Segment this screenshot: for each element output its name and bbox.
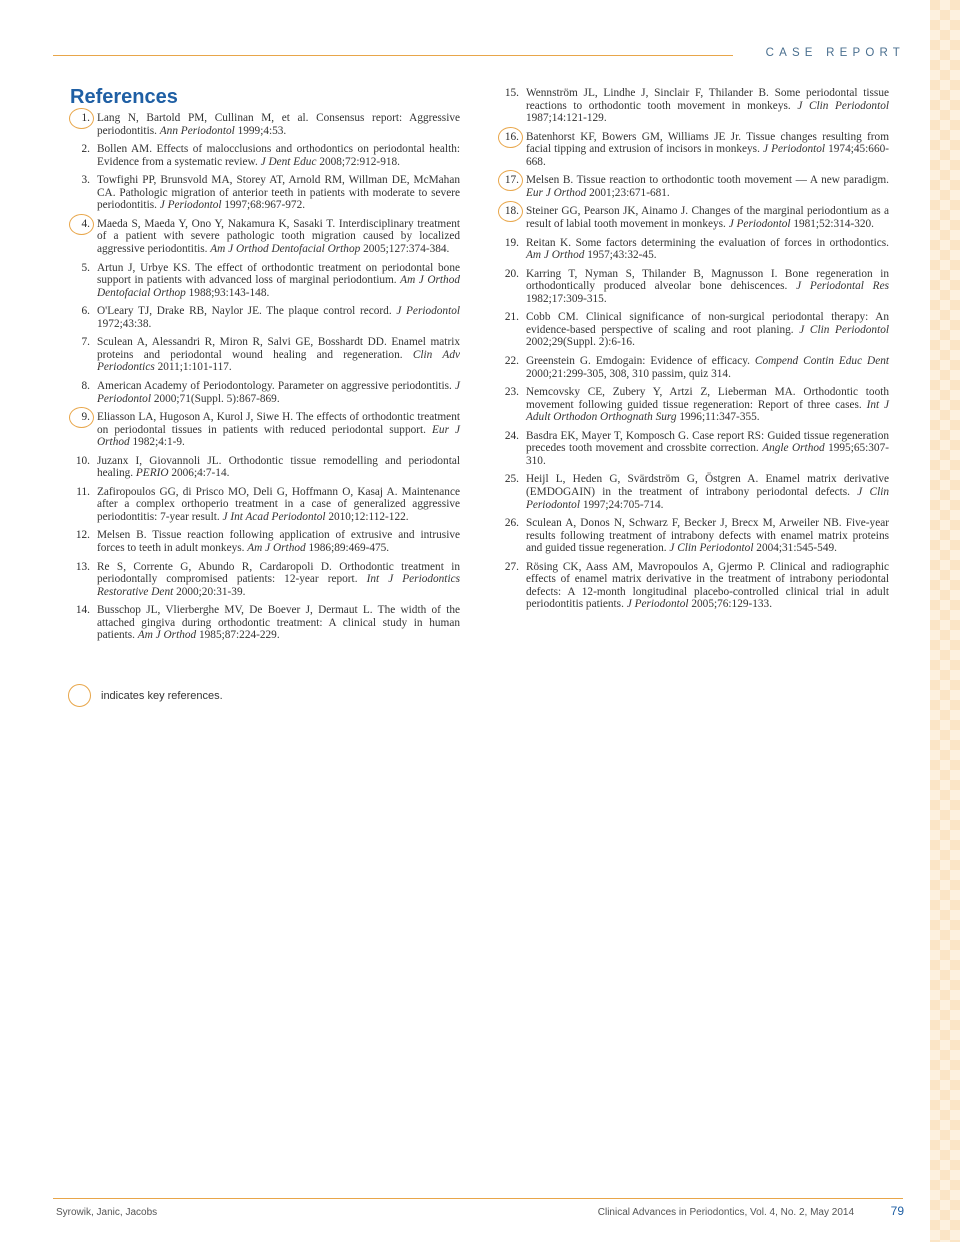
reference-text: [97, 529, 460, 554]
reference-details: 2005;127:374-384.: [363, 243, 450, 256]
reference-details: 1997;68:967-972.: [224, 199, 306, 212]
reference-details: 1999;4:53.: [237, 124, 287, 137]
reference-journal: Clin Adv Periodontics: [97, 348, 460, 374]
reference-journal: Am J Orthod Dentofacial Orthop: [210, 243, 361, 256]
reference-text: [526, 355, 889, 380]
reference-details: 1987;14:121-129.: [526, 112, 607, 125]
footer-journal: Clinical Advances in Periodontics, Vol. 4, No. 2, May 2014: [597, 1207, 854, 1218]
reference-item: [497, 87, 889, 125]
reference-text: [97, 380, 460, 405]
reference-number: 25.: [504, 473, 519, 486]
reference-details: 2005;76:129-133.: [691, 598, 773, 611]
reference-text: [526, 237, 889, 262]
reference-item: [68, 218, 460, 256]
reference-item: [497, 205, 889, 230]
reference-text: [526, 473, 889, 511]
reference-journal: J Clin Periodontol: [669, 542, 754, 555]
reference-text: [97, 305, 460, 330]
reference-text: [526, 430, 889, 468]
reference-authors-title: Karring T, Nyman S, Thilander B, Magnusson I. Bone regeneration in orthodontically produced alveolar bone dehiscences.: [526, 267, 889, 293]
reference-authors-title: Reitan K. Some factors determining the evaluation of forces in orthodontics.: [526, 236, 889, 249]
reference-details: 2006;4:7-14.: [171, 467, 230, 480]
reference-number: 22.: [504, 354, 519, 367]
reference-item: [497, 237, 889, 262]
reference-journal: J Periodontol: [728, 218, 791, 231]
reference-authors-title: Melsen B. Tissue reaction following application of extrusive and intrusive forces to teeth in adult monkeys.: [97, 529, 460, 555]
reference-number: 20.: [504, 267, 519, 280]
reference-number: 23.: [504, 386, 519, 398]
reference-number: 13.: [75, 560, 90, 573]
reference-details: 2000;21:299-305, 308, 310 passim, quiz 314.: [526, 367, 731, 380]
reference-authors-title: Eliasson LA, Hugoson A, Kurol J, Siwe H. The effects of orthodontic treatment on periodontal tissues in patients with reduced periodontal support.: [97, 411, 460, 436]
reference-details: 2000;71(Suppl. 5):867-869.: [153, 392, 280, 405]
reference-journal: J Clin Periodontol: [797, 99, 889, 112]
reference-authors-title: Greenstein G. Emdogain: Evidence of efficacy.: [526, 354, 750, 367]
reference-text: [97, 604, 460, 642]
reference-number: 15.: [504, 87, 519, 99]
reference-authors-title: Nemcovsky CE, Zubery Y, Artzi Z, Lieberman MA. Orthodontic tooth movement following guided tissue regeneration: Report of three cases.: [526, 386, 889, 411]
reference-item: [68, 561, 460, 599]
reference-number: 21.: [504, 311, 519, 324]
reference-number: 19.: [504, 236, 519, 249]
reference-number: 8.: [81, 379, 90, 392]
key-reference-number: 4.: [68, 218, 97, 231]
reference-number: 12.: [75, 529, 90, 542]
reference-item: [497, 430, 889, 468]
reference-text: [97, 455, 460, 480]
reference-item: [497, 131, 889, 169]
reference-item: [497, 311, 889, 349]
key-reference-number: 18.: [497, 205, 526, 218]
reference-number: 5.: [81, 261, 90, 274]
reference-journal: J Periodontol: [396, 305, 461, 318]
reference-authors-title: Lang N, Bartold PM, Cullinan M, et al. Consensus report: Aggressive periodontitis.: [97, 112, 460, 137]
reference-details: 2010;12:112-122.: [328, 510, 409, 523]
reference-text: [97, 174, 460, 212]
reference-text: [97, 486, 460, 524]
key-reference-number: 9.: [68, 411, 97, 424]
reference-item: [497, 517, 889, 555]
reference-item: [497, 561, 889, 611]
reference-authors-title: Towfighi PP, Brunsvold MA, Storey AT, Arnold RM, Willman DE, McMahan CA. Pathologic migration of anterior teeth in patients with moderate to severe periodontitis.: [97, 174, 460, 212]
reference-item: [68, 305, 460, 330]
reference-details: 1981;52:314-320.: [793, 218, 874, 231]
reference-item: [68, 455, 460, 480]
reference-item: [68, 529, 460, 554]
reference-details: 2000;20:31-39.: [176, 585, 246, 598]
reference-number: 2.: [81, 143, 90, 156]
reference-authors-title: Sculean A, Donos N, Schwarz F, Becker J, Brecx M, Arweiler NB. Five-year results following treatment of intrabony defects with enamel matrix proteins and guided tissue regeneration.: [526, 517, 889, 555]
reference-item: [68, 262, 460, 300]
reference-details: 2002;29(Suppl. 2):6-16.: [526, 336, 635, 349]
reference-authors-title: Wennström JL, Lindhe J, Sinclair F, Thilander B. Some periodontal tissue reactions to orthodontic tooth movement in monkeys.: [526, 87, 889, 112]
reference-journal: J Periodontol: [159, 199, 222, 212]
reference-authors-title: American Academy of Periodontology. Parameter on aggressive periodontitis.: [97, 379, 452, 392]
reference-text: [526, 131, 889, 169]
reference-text: [526, 205, 889, 230]
reference-authors-title: Melsen B. Tissue reaction to orthodontic tooth movement — A new paradigm.: [526, 174, 889, 187]
reference-journal: J Dent Educ: [260, 155, 317, 168]
reference-item: [68, 380, 460, 405]
reference-text: [97, 262, 460, 300]
reference-authors-title: O'Leary TJ, Drake RB, Naylor JE. The plaque control record.: [97, 305, 392, 318]
reference-item: [497, 386, 889, 424]
reference-item: [497, 268, 889, 306]
reference-authors-title: Bollen AM. Effects of malocclusions and orthodontics on periodontal health: Evidence from a systematic review.: [97, 143, 460, 168]
key-reference-number: 1.: [68, 112, 97, 125]
reference-item: [497, 473, 889, 511]
reference-item: [68, 336, 460, 374]
reference-authors-title: Busschop JL, Vlierberghe MV, De Boever J, Dermaut L. The width of the attached gingiva during orthodontic treatment: A clinical study in human patients.: [97, 604, 460, 642]
reference-journal: Compend Contin Educ Dent: [754, 354, 889, 367]
reference-details: 2004;31:545-549.: [756, 542, 837, 555]
reference-details: 1986;89:469-475.: [308, 542, 390, 555]
reference-details: 1982;4:1-9.: [132, 436, 185, 449]
footer-rule: [53, 1198, 903, 1199]
page-number: 79: [890, 1204, 904, 1218]
reference-journal: Angle Orthod: [762, 442, 825, 455]
reference-journal: J Clin Periodontol: [526, 485, 889, 511]
reference-number: 7.: [81, 336, 90, 349]
reference-number: 26.: [504, 517, 519, 530]
reference-number: 3.: [81, 174, 90, 187]
reference-text: [97, 336, 460, 374]
reference-number: 6.: [81, 305, 90, 318]
key-reference-number: 17.: [497, 174, 526, 187]
reference-authors-title: Rösing CK, Aass AM, Mavropoulos A, Gjermo P. Clinical and radiographic effects of enamel matrix derivative in the treatment of intrabony periodontal defects: A 12-month longitudinal placebo-controlled clinical trial in adult periodontitis patients.: [526, 560, 889, 611]
reference-journal: J Periodontol: [97, 379, 460, 405]
reference-number: 14.: [75, 604, 90, 617]
reference-details: 1997;24:705-714.: [582, 498, 664, 511]
key-references-legend: [68, 684, 223, 707]
reference-journal: Ann Periodontol: [159, 124, 235, 137]
reference-text: [526, 174, 889, 199]
reference-journal: PERIO: [135, 467, 169, 480]
decorative-edge-strip: [930, 0, 960, 1242]
reference-details: 1982;17:309-315.: [526, 292, 607, 305]
reference-authors-title: Heijl L, Heden G, Svärdström G, Östgren A. Enamel matrix derivative (EMDOGAIN) in the treatment of intrabony periodontal defects.: [526, 473, 889, 498]
reference-authors-title: Batenhorst KF, Bowers GM, Williams JE Jr. Tissue changes resulting from facial tipping and extrusion of incisors in monkeys.: [526, 130, 889, 156]
reference-item: [68, 604, 460, 642]
reference-text: [97, 411, 460, 449]
reference-journal: J Periodontal Res: [796, 280, 889, 293]
reference-item: [68, 112, 460, 137]
footer-authors: Syrowik, Janic, Jacobs: [56, 1207, 158, 1218]
reference-text: [97, 143, 460, 168]
reference-authors-title: Juzanx I, Giovannoli JL. Orthodontic tissue remodelling and periodontal healing.: [97, 454, 460, 480]
key-reference-circle-icon: [68, 684, 91, 707]
reference-details: 2008;72:912-918.: [319, 155, 400, 168]
reference-item: [68, 486, 460, 524]
reference-journal: Eur J Orthod: [526, 186, 587, 199]
references-column-left: [68, 112, 460, 648]
reference-details: 2011;1:101-117.: [157, 361, 232, 374]
reference-authors-title: Basdra EK, Mayer T, Komposch G. Case report RS: Guided tissue regeneration precedes tooth movement and crossbite correction.: [526, 429, 889, 455]
reference-details: 1972;43:38.: [97, 317, 152, 330]
reference-authors-title: Cobb CM. Clinical significance of non-surgical periodontal therapy: An evidence-based perspective of scaling and root planing.: [526, 311, 889, 336]
reference-item: [68, 174, 460, 212]
key-reference-number: 16.: [497, 131, 526, 144]
reference-details: 1985;87:224-229.: [199, 629, 280, 642]
reference-number: 11.: [76, 485, 90, 498]
reference-number: 10.: [75, 454, 90, 467]
reference-journal: J Int Acad Periodontol: [222, 510, 326, 523]
reference-journal: Eur J Orthod: [97, 423, 460, 449]
reference-details: 1996;11:347-355.: [679, 411, 760, 424]
reference-text: [526, 561, 889, 611]
reference-details: 1957;43:32-45.: [587, 249, 657, 262]
reference-text: [526, 268, 889, 306]
reference-authors-title: Re S, Corrente G, Abundo R, Cardaropoli D. Orthodontic treatment in periodontally compromised patients: 12-year report.: [97, 560, 460, 586]
reference-authors-title: Steiner GG, Pearson JK, Ainamo J. Changes of the marginal periodontium as a result of labial tooth movement in monkeys.: [526, 205, 889, 231]
reference-item: [497, 174, 889, 199]
legend-text: indicates key references.: [101, 689, 223, 702]
reference-number: 24.: [504, 429, 519, 442]
reference-journal: Am J Orthod Dentofacial Orthop: [97, 274, 460, 299]
reference-authors-title: Artun J, Urbye KS. The effect of orthodontic treatment on periodontal bone support in patients with advanced loss of marginal periodontium.: [97, 261, 460, 287]
reference-details: 2001;23:671-681.: [589, 186, 670, 199]
reference-item: [68, 143, 460, 168]
references-column-right: [497, 87, 889, 617]
section-label: CASE REPORT: [765, 47, 905, 59]
reference-authors-title: Sculean A, Alessandri R, Miron R, Salvi GE, Bosshardt DD. Enamel matrix proteins and periodontal wound healing and regeneration.: [97, 336, 460, 361]
reference-journal: J Periodontol: [762, 143, 826, 156]
reference-text: [97, 218, 460, 256]
reference-text: [526, 386, 889, 424]
header-rule: [53, 55, 733, 56]
reference-number: 27.: [504, 560, 519, 573]
reference-details: 1988;93:143-148.: [188, 286, 270, 299]
reference-details: 1995;65:307-310.: [526, 442, 889, 467]
reference-journal: J Periodontol: [626, 598, 689, 611]
reference-text: [526, 311, 889, 349]
reference-authors-title: Zafiropoulos GG, di Prisco MO, Deli G, Hoffmann O, Kasaj A. Maintenance after a complex orthoperio treatment in a case of generalized aggressive periodontitis: 7-year result.: [97, 485, 460, 523]
reference-item: [497, 355, 889, 380]
reference-item: [68, 411, 460, 449]
reference-text: [97, 112, 460, 137]
reference-journal: Am J Orthod: [526, 249, 585, 262]
reference-text: [97, 561, 460, 599]
reference-text: [526, 87, 889, 125]
reference-journal: Int J Periodontics Restorative Dent: [97, 573, 460, 598]
reference-details: 1974;45:660-668.: [526, 143, 890, 168]
reference-journal: J Clin Periodontol: [799, 323, 889, 336]
reference-text: [526, 517, 889, 555]
references-heading: References: [70, 86, 178, 108]
reference-journal: Am J Orthod: [247, 542, 306, 555]
reference-journal: Int J Adult Orthodon Orthognath Surg: [526, 398, 889, 424]
reference-authors-title: Maeda S, Maeda Y, Ono Y, Nakamura K, Sasaki T. Interdisciplinary treatment of a patient with severe pathologic tooth migration caused by localized aggressive periodontitis.: [97, 217, 460, 256]
reference-journal: Am J Orthod: [137, 629, 197, 642]
